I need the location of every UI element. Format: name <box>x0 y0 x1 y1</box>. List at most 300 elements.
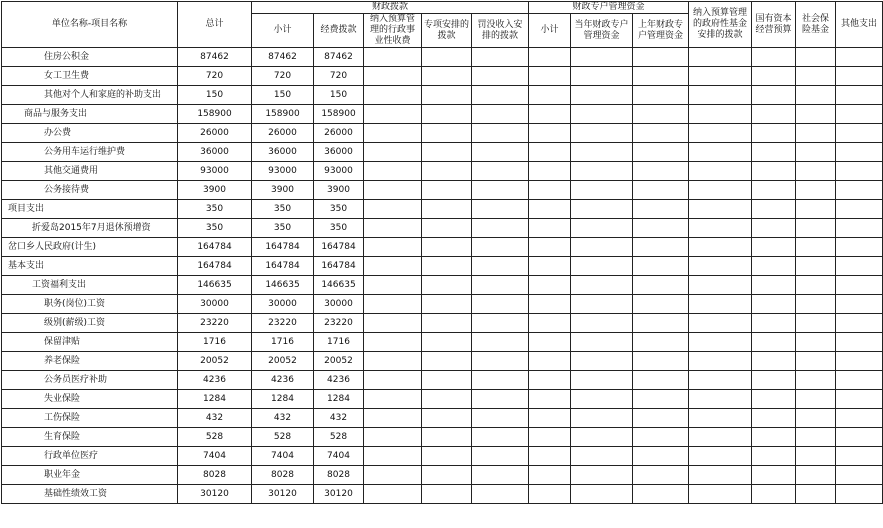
empty-cell <box>836 390 883 409</box>
row-total: 164784 <box>178 257 252 276</box>
row-name: 住房公积金 <box>2 48 178 67</box>
table-row <box>2 428 883 447</box>
table-row <box>2 409 883 428</box>
table-row <box>2 219 883 238</box>
row-total: 432 <box>178 409 252 428</box>
row-fiscal-operating: 87462 <box>314 48 364 67</box>
empty-cell <box>752 276 796 295</box>
row-fiscal-subtotal: 26000 <box>252 124 314 143</box>
row-fiscal-operating: 4236 <box>314 371 364 390</box>
empty-cell <box>796 314 836 333</box>
empty-cell <box>689 181 752 200</box>
header-special-prior: 上年财政专户管理资金 <box>633 14 689 48</box>
empty-cell <box>529 428 571 447</box>
empty-cell <box>752 428 796 447</box>
header-state-capital: 国有资本经营预算 <box>752 2 796 48</box>
row-name: 公务员医疗补助 <box>2 371 178 390</box>
empty-cell <box>689 485 752 504</box>
row-fiscal-subtotal: 93000 <box>252 162 314 181</box>
row-fiscal-subtotal: 30000 <box>252 295 314 314</box>
row-fiscal-subtotal: 350 <box>252 200 314 219</box>
row-fiscal-subtotal: 3900 <box>252 181 314 200</box>
empty-cell <box>633 48 689 67</box>
empty-cell <box>422 333 472 352</box>
empty-cell <box>571 485 633 504</box>
empty-cell <box>571 162 633 181</box>
row-name: 女工卫生费 <box>2 67 178 86</box>
row-total: 528 <box>178 428 252 447</box>
row-fiscal-operating: 528 <box>314 428 364 447</box>
empty-cell <box>752 295 796 314</box>
row-name: 职务(岗位)工资 <box>2 295 178 314</box>
empty-cell <box>689 371 752 390</box>
empty-cell <box>364 295 422 314</box>
empty-cell <box>836 295 883 314</box>
empty-cell <box>633 276 689 295</box>
row-fiscal-operating: 3900 <box>314 181 364 200</box>
row-fiscal-operating: 30000 <box>314 295 364 314</box>
empty-cell <box>529 105 571 124</box>
empty-cell <box>364 466 422 485</box>
row-total: 7404 <box>178 447 252 466</box>
row-total: 350 <box>178 219 252 238</box>
empty-cell <box>752 200 796 219</box>
header-unit-name: 单位名称-项目名称 <box>2 2 178 48</box>
empty-cell <box>689 219 752 238</box>
row-fiscal-operating: 8028 <box>314 466 364 485</box>
empty-cell <box>422 352 472 371</box>
empty-cell <box>529 447 571 466</box>
row-name: 折爱岛2015年7月退休预增资 <box>2 219 178 238</box>
empty-cell <box>472 314 529 333</box>
table-row <box>2 276 883 295</box>
empty-cell <box>571 390 633 409</box>
empty-cell <box>633 219 689 238</box>
empty-cell <box>571 333 633 352</box>
empty-cell <box>364 428 422 447</box>
empty-cell <box>364 314 422 333</box>
empty-cell <box>633 390 689 409</box>
table-row <box>2 67 883 86</box>
empty-cell <box>364 162 422 181</box>
empty-cell <box>796 219 836 238</box>
row-fiscal-operating: 146635 <box>314 276 364 295</box>
empty-cell <box>422 181 472 200</box>
row-total: 26000 <box>178 124 252 143</box>
empty-cell <box>796 352 836 371</box>
empty-cell <box>796 86 836 105</box>
row-fiscal-subtotal: 146635 <box>252 276 314 295</box>
row-name: 生育保险 <box>2 428 178 447</box>
empty-cell <box>689 409 752 428</box>
row-fiscal-operating: 432 <box>314 409 364 428</box>
empty-cell <box>364 390 422 409</box>
header-fiscal-special: 专项安排的拨款 <box>422 14 472 48</box>
empty-cell <box>529 181 571 200</box>
empty-cell <box>571 409 633 428</box>
empty-cell <box>472 67 529 86</box>
table-row <box>2 257 883 276</box>
empty-cell <box>472 86 529 105</box>
row-name: 其他交通费用 <box>2 162 178 181</box>
empty-cell <box>364 409 422 428</box>
empty-cell <box>364 371 422 390</box>
row-fiscal-subtotal: 1284 <box>252 390 314 409</box>
row-fiscal-subtotal: 150 <box>252 86 314 105</box>
empty-cell <box>752 257 796 276</box>
row-name: 职业年金 <box>2 466 178 485</box>
empty-cell <box>796 143 836 162</box>
table-row <box>2 295 883 314</box>
empty-cell <box>422 124 472 143</box>
empty-cell <box>752 352 796 371</box>
empty-cell <box>836 485 883 504</box>
empty-cell <box>472 219 529 238</box>
empty-cell <box>752 238 796 257</box>
empty-cell <box>364 143 422 162</box>
row-fiscal-operating: 1716 <box>314 333 364 352</box>
empty-cell <box>633 409 689 428</box>
empty-cell <box>422 238 472 257</box>
empty-cell <box>529 162 571 181</box>
row-total: 146635 <box>178 276 252 295</box>
header-special-subtotal: 小计 <box>529 14 571 48</box>
table-row <box>2 466 883 485</box>
empty-cell <box>529 352 571 371</box>
empty-cell <box>529 295 571 314</box>
empty-cell <box>836 181 883 200</box>
empty-cell <box>571 257 633 276</box>
empty-cell <box>796 295 836 314</box>
header-gov-fund: 纳入预算管理的政府性基金安排的拨款 <box>689 2 752 48</box>
empty-cell <box>752 67 796 86</box>
empty-cell <box>472 124 529 143</box>
row-fiscal-operating: 30120 <box>314 485 364 504</box>
row-name: 项目支出 <box>2 200 178 219</box>
row-fiscal-subtotal: 8028 <box>252 466 314 485</box>
empty-cell <box>571 371 633 390</box>
header-fiscal-admin-fees: 纳入预算管理的行政事业性收费 <box>364 14 422 48</box>
empty-cell <box>689 238 752 257</box>
empty-cell <box>752 485 796 504</box>
empty-cell <box>571 143 633 162</box>
empty-cell <box>689 314 752 333</box>
empty-cell <box>364 48 422 67</box>
empty-cell <box>364 257 422 276</box>
row-fiscal-operating: 164784 <box>314 238 364 257</box>
table-row <box>2 371 883 390</box>
row-fiscal-subtotal: 432 <box>252 409 314 428</box>
row-fiscal-operating: 36000 <box>314 143 364 162</box>
empty-cell <box>796 162 836 181</box>
empty-cell <box>633 466 689 485</box>
empty-cell <box>633 314 689 333</box>
empty-cell <box>796 105 836 124</box>
row-total: 3900 <box>178 181 252 200</box>
empty-cell <box>836 314 883 333</box>
row-name: 工伤保险 <box>2 409 178 428</box>
row-total: 720 <box>178 67 252 86</box>
header-fiscal-confiscated: 罚没收入安排的拨款 <box>472 14 529 48</box>
empty-cell <box>364 485 422 504</box>
empty-cell <box>633 428 689 447</box>
empty-cell <box>472 238 529 257</box>
empty-cell <box>364 181 422 200</box>
table-row <box>2 48 883 67</box>
empty-cell <box>836 352 883 371</box>
empty-cell <box>752 105 796 124</box>
empty-cell <box>796 67 836 86</box>
empty-cell <box>529 276 571 295</box>
empty-cell <box>472 48 529 67</box>
empty-cell <box>571 466 633 485</box>
empty-cell <box>422 257 472 276</box>
empty-cell <box>752 48 796 67</box>
row-total: 4236 <box>178 371 252 390</box>
empty-cell <box>796 428 836 447</box>
empty-cell <box>633 447 689 466</box>
empty-cell <box>529 238 571 257</box>
header-other: 其他支出 <box>836 2 883 48</box>
row-fiscal-operating: 26000 <box>314 124 364 143</box>
empty-cell <box>529 333 571 352</box>
empty-cell <box>422 447 472 466</box>
empty-cell <box>796 200 836 219</box>
empty-cell <box>633 352 689 371</box>
empty-cell <box>529 48 571 67</box>
row-total: 30000 <box>178 295 252 314</box>
empty-cell <box>836 67 883 86</box>
empty-cell <box>752 333 796 352</box>
empty-cell <box>422 371 472 390</box>
row-fiscal-subtotal: 87462 <box>252 48 314 67</box>
empty-cell <box>422 314 472 333</box>
row-fiscal-subtotal: 1716 <box>252 333 314 352</box>
empty-cell <box>472 333 529 352</box>
empty-cell <box>796 257 836 276</box>
empty-cell <box>571 105 633 124</box>
row-total: 1716 <box>178 333 252 352</box>
row-total: 150 <box>178 86 252 105</box>
table-row <box>2 143 883 162</box>
table-row <box>2 238 883 257</box>
empty-cell <box>796 276 836 295</box>
empty-cell <box>529 371 571 390</box>
empty-cell <box>836 200 883 219</box>
empty-cell <box>472 276 529 295</box>
empty-cell <box>689 162 752 181</box>
header-social-insurance: 社会保险基金 <box>796 2 836 48</box>
row-fiscal-subtotal: 30120 <box>252 485 314 504</box>
empty-cell <box>529 485 571 504</box>
row-fiscal-operating: 164784 <box>314 257 364 276</box>
row-total: 30120 <box>178 485 252 504</box>
empty-cell <box>529 67 571 86</box>
empty-cell <box>689 352 752 371</box>
empty-cell <box>633 485 689 504</box>
empty-cell <box>752 86 796 105</box>
row-name: 公务接待费 <box>2 181 178 200</box>
table-row <box>2 181 883 200</box>
empty-cell <box>689 428 752 447</box>
table-row <box>2 86 883 105</box>
row-name: 基本支出 <box>2 257 178 276</box>
empty-cell <box>422 86 472 105</box>
empty-cell <box>752 314 796 333</box>
empty-cell <box>571 219 633 238</box>
row-fiscal-subtotal: 4236 <box>252 371 314 390</box>
table-row <box>2 390 883 409</box>
empty-cell <box>633 333 689 352</box>
empty-cell <box>836 276 883 295</box>
row-name: 商品与服务支出 <box>2 105 178 124</box>
empty-cell <box>364 333 422 352</box>
empty-cell <box>422 428 472 447</box>
row-fiscal-subtotal: 23220 <box>252 314 314 333</box>
empty-cell <box>633 67 689 86</box>
empty-cell <box>689 105 752 124</box>
empty-cell <box>633 105 689 124</box>
empty-cell <box>364 352 422 371</box>
empty-cell <box>689 200 752 219</box>
empty-cell <box>752 390 796 409</box>
empty-cell <box>689 67 752 86</box>
empty-cell <box>689 276 752 295</box>
empty-cell <box>689 86 752 105</box>
empty-cell <box>836 219 883 238</box>
empty-cell <box>529 314 571 333</box>
empty-cell <box>529 86 571 105</box>
empty-cell <box>571 48 633 67</box>
empty-cell <box>472 352 529 371</box>
empty-cell <box>571 295 633 314</box>
empty-cell <box>422 219 472 238</box>
row-name: 工资福利支出 <box>2 276 178 295</box>
empty-cell <box>571 67 633 86</box>
empty-cell <box>472 200 529 219</box>
empty-cell <box>633 238 689 257</box>
empty-cell <box>422 67 472 86</box>
empty-cell <box>796 48 836 67</box>
row-fiscal-subtotal: 164784 <box>252 257 314 276</box>
row-total: 20052 <box>178 352 252 371</box>
empty-cell <box>796 485 836 504</box>
empty-cell <box>689 257 752 276</box>
empty-cell <box>689 143 752 162</box>
empty-cell <box>633 162 689 181</box>
empty-cell <box>633 295 689 314</box>
header-fiscal-operating: 经费拨款 <box>314 14 364 48</box>
empty-cell <box>796 238 836 257</box>
row-fiscal-operating: 93000 <box>314 162 364 181</box>
empty-cell <box>836 105 883 124</box>
empty-cell <box>364 105 422 124</box>
row-total: 158900 <box>178 105 252 124</box>
empty-cell <box>633 257 689 276</box>
row-name: 保留津贴 <box>2 333 178 352</box>
empty-cell <box>422 390 472 409</box>
empty-cell <box>571 200 633 219</box>
header-special-current: 当年财政专户管理资金 <box>571 14 633 48</box>
empty-cell <box>472 162 529 181</box>
row-fiscal-operating: 7404 <box>314 447 364 466</box>
empty-cell <box>752 219 796 238</box>
empty-cell <box>422 48 472 67</box>
empty-cell <box>472 181 529 200</box>
empty-cell <box>422 295 472 314</box>
empty-cell <box>529 219 571 238</box>
empty-cell <box>422 105 472 124</box>
empty-cell <box>472 143 529 162</box>
empty-cell <box>364 238 422 257</box>
row-fiscal-operating: 158900 <box>314 105 364 124</box>
empty-cell <box>836 48 883 67</box>
empty-cell <box>422 485 472 504</box>
empty-cell <box>571 314 633 333</box>
table-row <box>2 352 883 371</box>
empty-cell <box>472 428 529 447</box>
row-name: 公务用车运行维护费 <box>2 143 178 162</box>
empty-cell <box>472 371 529 390</box>
row-total: 164784 <box>178 238 252 257</box>
empty-cell <box>796 390 836 409</box>
row-fiscal-subtotal: 158900 <box>252 105 314 124</box>
empty-cell <box>571 447 633 466</box>
row-fiscal-subtotal: 164784 <box>252 238 314 257</box>
empty-cell <box>529 257 571 276</box>
empty-cell <box>836 86 883 105</box>
empty-cell <box>796 333 836 352</box>
empty-cell <box>633 124 689 143</box>
row-fiscal-operating: 720 <box>314 67 364 86</box>
empty-cell <box>633 181 689 200</box>
empty-cell <box>571 181 633 200</box>
row-fiscal-subtotal: 528 <box>252 428 314 447</box>
row-name: 行政单位医疗 <box>2 447 178 466</box>
empty-cell <box>836 162 883 181</box>
empty-cell <box>752 466 796 485</box>
row-total: 1284 <box>178 390 252 409</box>
row-total: 23220 <box>178 314 252 333</box>
empty-cell <box>689 466 752 485</box>
empty-cell <box>796 409 836 428</box>
row-fiscal-subtotal: 20052 <box>252 352 314 371</box>
empty-cell <box>364 200 422 219</box>
header-total: 总计 <box>178 2 252 48</box>
empty-cell <box>836 333 883 352</box>
empty-cell <box>689 390 752 409</box>
row-fiscal-operating: 350 <box>314 219 364 238</box>
empty-cell <box>529 390 571 409</box>
empty-cell <box>796 447 836 466</box>
empty-cell <box>571 124 633 143</box>
table-row <box>2 447 883 466</box>
empty-cell <box>752 181 796 200</box>
empty-cell <box>364 124 422 143</box>
empty-cell <box>752 162 796 181</box>
table-row <box>2 105 883 124</box>
empty-cell <box>796 371 836 390</box>
empty-cell <box>472 447 529 466</box>
table-body <box>2 48 883 504</box>
empty-cell <box>529 200 571 219</box>
header-fiscal-subtotal: 小计 <box>252 14 314 48</box>
empty-cell <box>571 352 633 371</box>
row-fiscal-subtotal: 720 <box>252 67 314 86</box>
empty-cell <box>796 181 836 200</box>
empty-cell <box>422 143 472 162</box>
empty-cell <box>364 219 422 238</box>
